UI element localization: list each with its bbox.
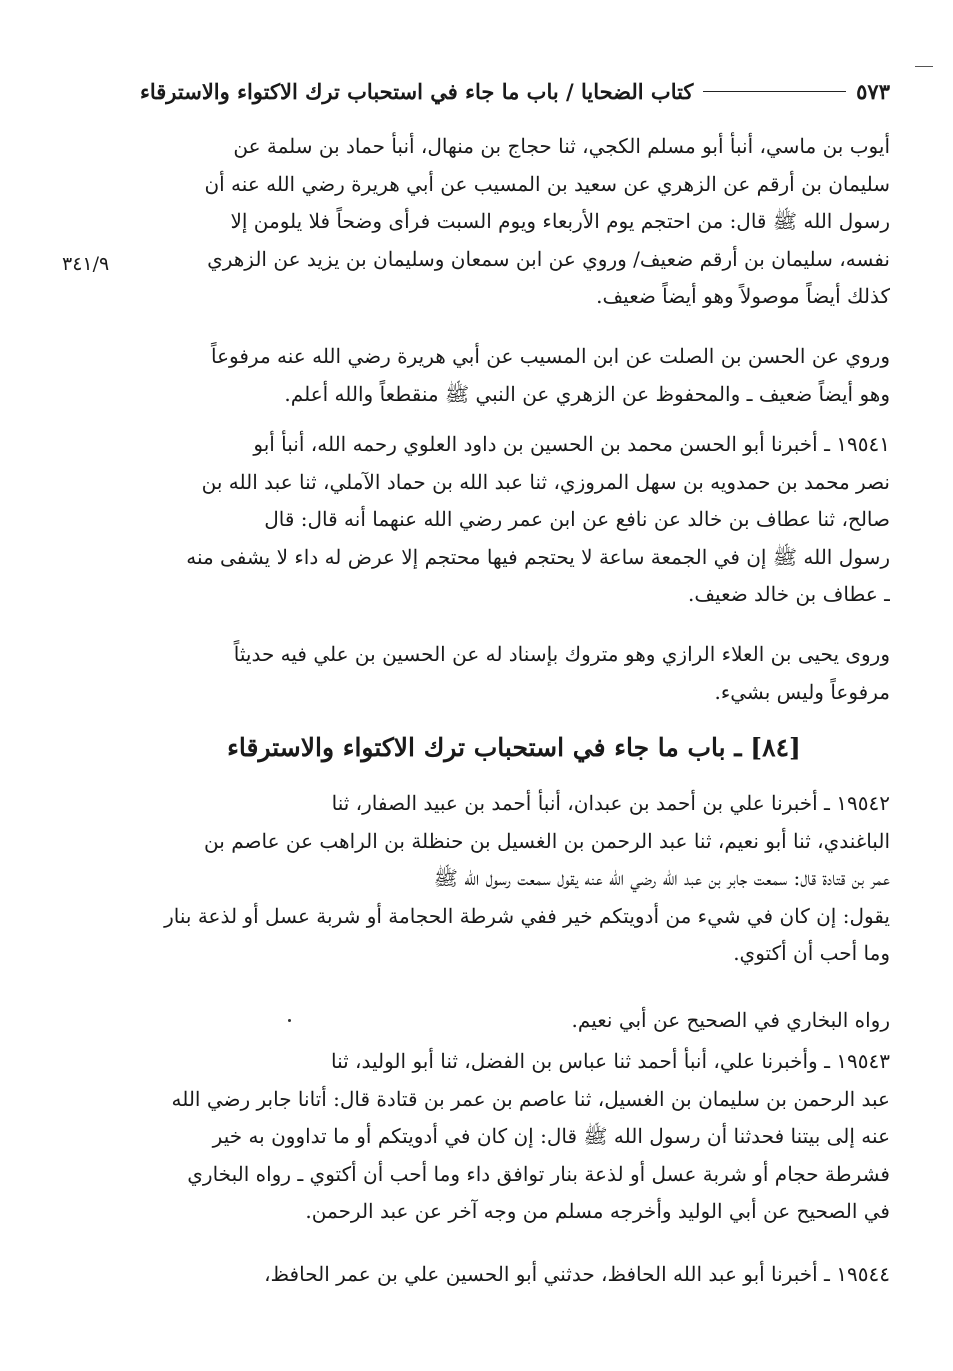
text-line: وروى يحيى بن العلاء الرازي وهو متروك بإسناد له عن الحسين بن علي فيه حديثاً (233, 642, 890, 666)
text-line: يقول: إن كان في شيء من أدويتكم خير ففي شرطة الحجامة أو شربة عسل أو لذعة بنار (164, 903, 890, 928)
text-line: نفسه، سليمان بن أرقم ضعيف/ وروي عن ابن سمعان وسليمان بن يزيد عن الزهري (207, 246, 890, 271)
text-line: أيوب بن ماسي، أنبأ أبو مسلم الكجي، ثنا حجاج بن منهال، أنبأ حماد بن سلمة عن (233, 134, 890, 158)
text-line: وما أحب أن أكتوي. (733, 941, 890, 965)
text-line: وهو أيضاً ضعيف ـ والمحفوظ عن الزهري عن النبي ﷺ منقطعاً والله أعلم. (284, 381, 890, 406)
text-line: رسول الله ﷺ قال: من احتجم يوم الأربعاء ويوم السبت فرأى وضحاً فلا يلومن إلا (230, 209, 890, 233)
running-header (140, 72, 890, 110)
text-line: مرفوعاً وليس بشيء. (714, 679, 890, 704)
text-line: عمر بن قتادة قال: سمعت جابر بن عبد الله رضي الله عنه يقول سمعت رسول الله ﷺ (433, 866, 890, 890)
paragraph-6 (138, 1002, 890, 1040)
text-line: وروي عن الحسن بن الصلت عن ابن المسيب عن أبي هريرة رضي الله عنه مرفوعاً (211, 344, 890, 368)
text-line: سليمان بن أرقم عن الزهري عن سعيد بن المسيب عن أبي هريرة رضي الله عنه أن (204, 171, 890, 196)
text-line: كذلك أيضاً موصولاً وهو أيضاً ضعيف. (596, 284, 890, 308)
paragraph-hadith-19543 (138, 1043, 890, 1231)
header-rule (703, 91, 846, 92)
ink-speck (288, 1019, 291, 1022)
text-line: ١٩٥٤١ ـ أخبرنا أبو الحسن محمد بن الحسين بن داود العلوي رحمه الله، أنبأ أبو (253, 432, 890, 456)
text-line: رسول الله ﷺ إن في الجمعة ساعة لا يحتجم فيها محتجم إلا عرض له داء لا يشفى منه (186, 544, 890, 569)
paragraph-hadith-19544 (138, 1256, 890, 1294)
text-line: ١٩٥٤٤ ـ أخبرنا أبو عبد الله الحافظ، حدثني أبو الحسين علي بن عمر الحافظ، (264, 1262, 890, 1286)
page-number: ٥٧٣ (856, 78, 890, 104)
text-line: ـ عطاف بن خالد ضعيف. (687, 582, 890, 606)
text-line: الباغندي، ثنا أبو نعيم، ثنا عبد الرحمن بن الغسيل بن حنظلة بن الراهب عن عاصم بن (204, 828, 890, 853)
text-line: نصر محمد بن حمدويه بن سهل المروزي، ثنا عبد الله بن حماد الآملي، ثنا عبد الله بن (201, 469, 890, 494)
text-line: عنه إلى بيتنا فحدثنا أن رسول الله ﷺ قال: إن كان في أدويتكم أو ما تداوون به خير (212, 1124, 890, 1148)
text-line: صالح، ثنا عطاف بن خالد عن نافع عن ابن عمر رضي الله عنهما أنه قال: قال (264, 507, 890, 531)
text-line: فشرطة حجام أو شربة عسل أو لذعة بنار توافق داء وما أحب أن أكتوي ـ رواه البخاري (187, 1161, 890, 1186)
corner-mark (915, 66, 933, 67)
section-heading: [٨٤] ـ باب ما جاء في استحباب ترك الاكتواء والاسترقاء (227, 733, 801, 762)
paragraph-2 (138, 338, 890, 413)
paragraph-1 (138, 128, 890, 316)
text-line: في الصحيح عن أبي الوليد وأخرجه مسلم من وجه آخر عن عبد الرحمن. (305, 1199, 890, 1223)
margin-volume-page-note: ٣٤١/٩ (62, 253, 110, 275)
paragraph-4 (138, 636, 890, 711)
text-line: عبد الرحمن بن سليمان بن الغسيل، ثنا عاصم بن عمر بن قتادة قال: أتانا جابر رضي الله (171, 1086, 890, 1111)
paragraph-hadith-19541 (138, 426, 890, 614)
text-line: ١٩٥٤٢ ـ أخبرنا علي بن أحمد بن عبدان، أنبأ أحمد بن عبيد الصفار، ثنا (331, 791, 890, 815)
text-line: رواه البخاري في الصحيح عن أبي نعيم. (571, 1008, 890, 1032)
text-line: ١٩٥٤٣ ـ وأخبرنا علي، أنبأ أحمد ثنا عباس بن الفضل، ثنا أبو الوليد، ثنا (330, 1049, 890, 1073)
paragraph-hadith-19542 (138, 785, 890, 973)
running-title: كتاب الضحايا / باب ما جاء في استحباب ترك الاكتواء والاسترقاء (140, 78, 694, 104)
